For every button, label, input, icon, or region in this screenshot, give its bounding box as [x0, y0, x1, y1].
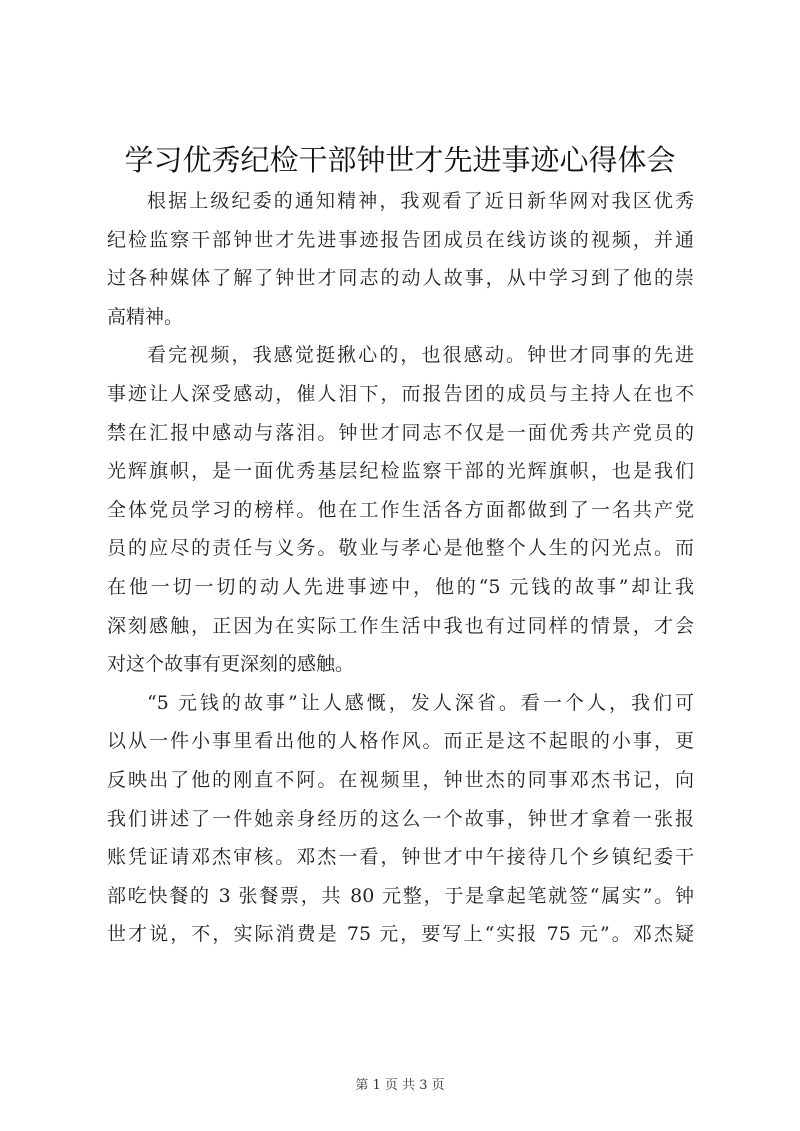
text-line: 纪检监察干部钟世才先进事迹报告团成员在线访谈的视频，并通 — [107, 228, 694, 251]
text-line: 高精神。 — [107, 305, 184, 328]
paragraph — [107, 684, 694, 954]
text-line: 光辉旗帜，是一面优秀基层纪检监察干部的光辉旗帜，也是我们 — [107, 460, 694, 483]
text-line: 事迹让人深受感动，催人泪下，而报告团的成员与主持人在也不 — [107, 382, 694, 405]
text-line: 我们讲述了一件她亲身经历的这么一个故事，钟世才拿着一张报 — [107, 807, 694, 830]
text-line: 账凭证请邓杰审核。邓杰一看，钟世才中午接待几个乡镇纪委干 — [107, 846, 694, 869]
paragraph — [107, 182, 694, 336]
document-body — [107, 182, 694, 954]
text-line: 过各种媒体了解了钟世才同志的动人故事，从中学习到了他的崇 — [107, 267, 694, 290]
text-line: 对这个故事有更深刻的感触。 — [107, 653, 355, 676]
text-line: 以从一件小事里看出他的人格作风。而正是这不起眼的小事，更 — [107, 730, 694, 753]
text-line: 反映出了他的刚直不阿。在视频里，钟世杰的同事邓杰书记，向 — [107, 768, 694, 791]
text-line: 全体党员学习的榜样。他在工作生活各方面都做到了一名共产党 — [107, 498, 694, 521]
document-title: 学习优秀纪检干部钟世才先进事迹心得体会 — [124, 143, 676, 177]
paragraph — [107, 336, 694, 683]
text-line: 在他一切一切的动人先进事迹中，他的“5 元钱的故事”却让我 — [107, 575, 694, 598]
text-line: 看完视频，我感觉挺揪心的，也很感动。钟世才同事的先进 — [147, 344, 694, 367]
text-line: 员的应尽的责任与义务。敬业与孝心是他整个人生的闪光点。而 — [107, 537, 694, 560]
text-line: 部吃快餐的 3 张餐票，共 80 元整，于是拿起笔就签“属实”。钟 — [107, 884, 694, 907]
page-footer: 第 1 页 共 3 页 — [355, 1078, 445, 1093]
text-line: 世才说，不，实际消费是 75 元，要写上“实报 75 元”。邓杰疑 — [107, 923, 694, 946]
text-line: 根据上级纪委的通知精神，我观看了近日新华网对我区优秀 — [147, 190, 694, 212]
text-line: 深刻感触，正因为在实际工作生活中我也有过同样的情景，才会 — [107, 614, 694, 637]
text-line: “5 元钱的故事”让人感慨，发人深省。看一个人，我们可 — [147, 691, 694, 714]
text-line: 禁在汇报中感动与落泪。钟世才同志不仅是一面优秀共产党员的 — [107, 421, 694, 444]
